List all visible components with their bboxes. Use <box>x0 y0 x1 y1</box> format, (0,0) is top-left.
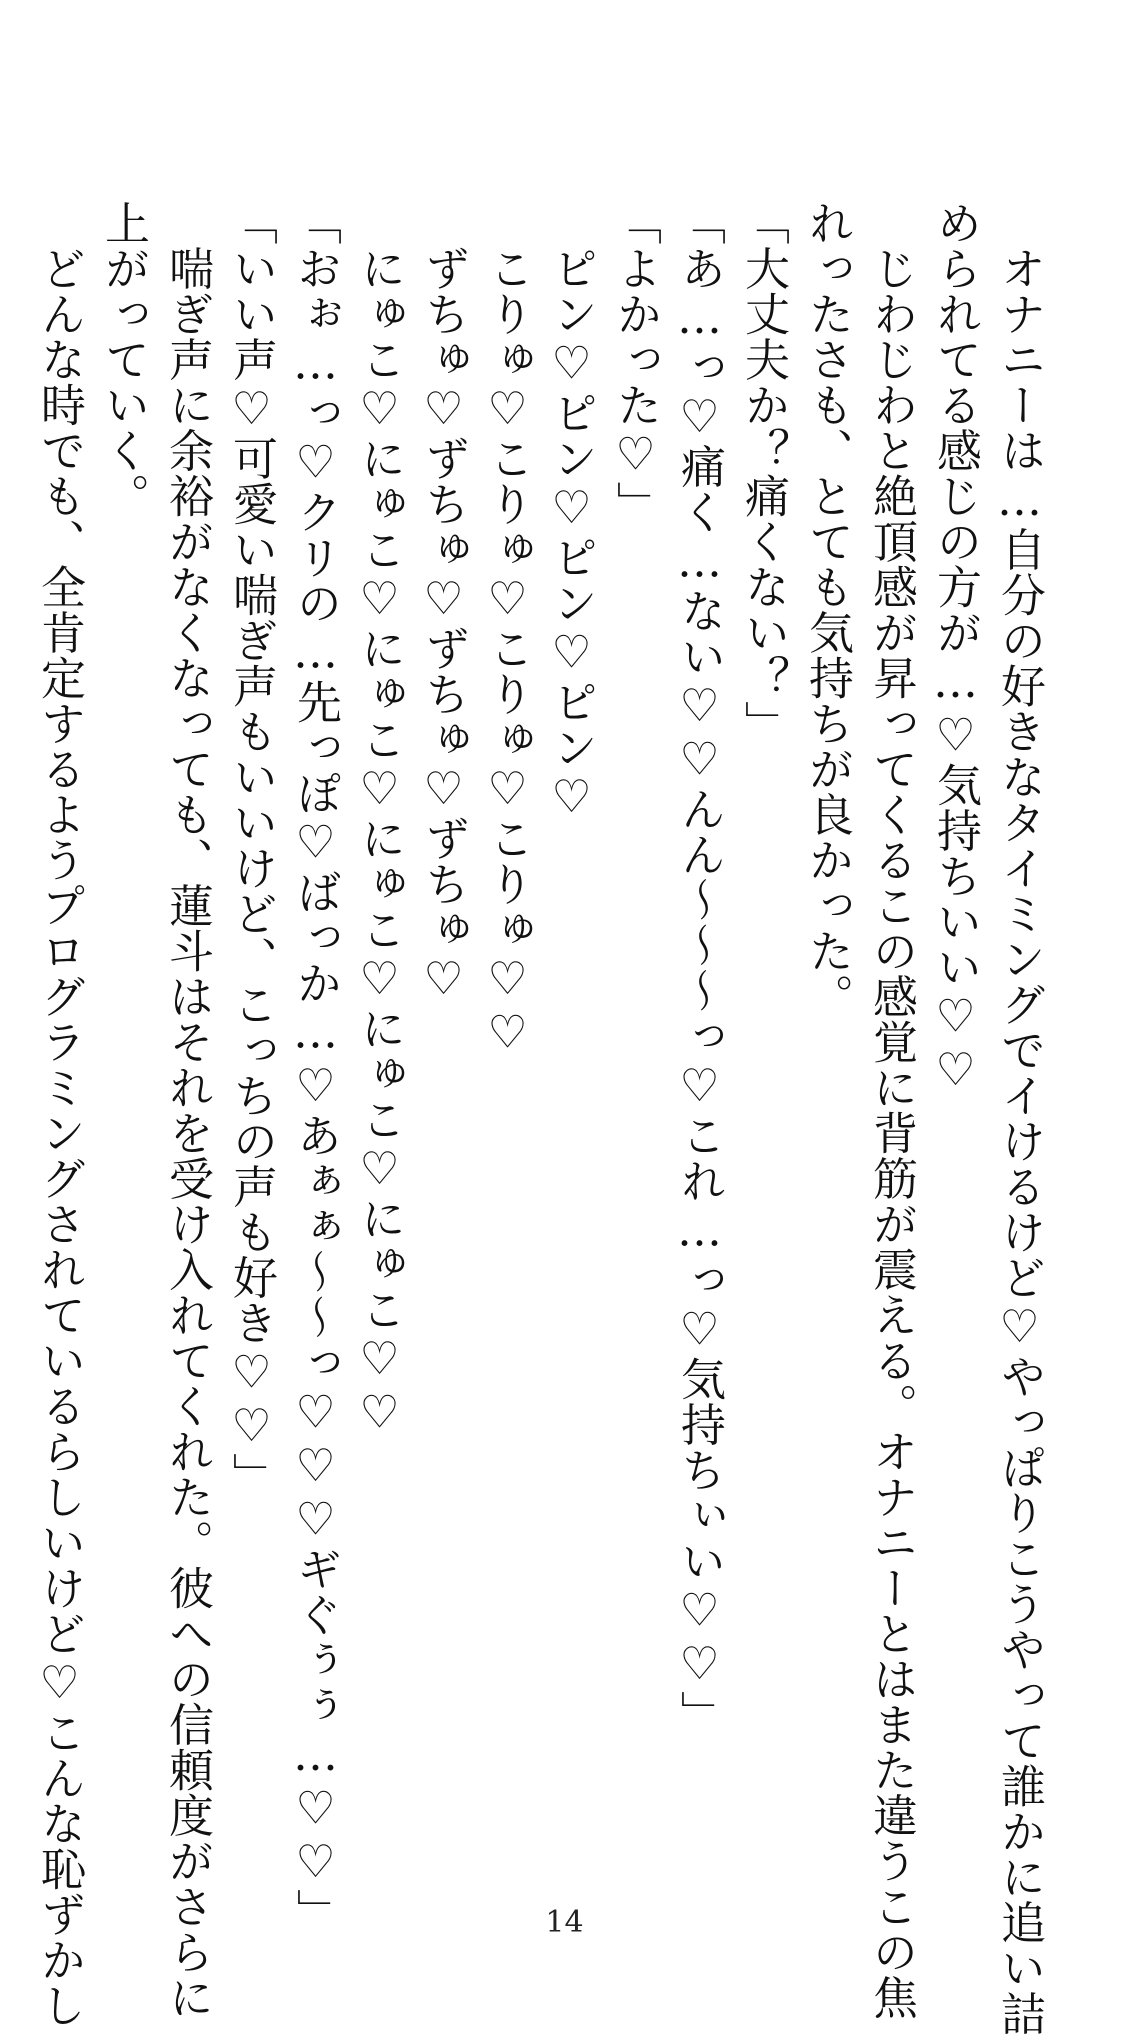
text-line: 「いい声♡可愛い喘ぎ声もいいけど、こっちの声も好き♡♡」 <box>225 200 278 1498</box>
text-line: にゅこ♡にゅこ♡にゅこ♡にゅこ♡にゅこ♡にゅこ♡♡ <box>353 200 406 1439</box>
text-line: じわじわと絶頂感が昇ってくるこの感覚に背筋が震える。オナニーとはまた違うこの焦 <box>865 200 918 2020</box>
text-line: ずちゅ♡ずちゅ♡ずちゅ♡ずちゅ♡ <box>417 200 470 1006</box>
text-line: められてる感じの方が…♡気持ちいい♡♡ <box>929 200 982 1097</box>
page-number: 14 <box>545 1905 584 1940</box>
text-line: こりゅ♡こりゅ♡こりゅ♡こりゅ♡♡ <box>481 200 534 1059</box>
text-line: 「よかった♡」 <box>609 200 662 527</box>
text-line: オナニーは…自分の好きなタイミングでイけるけど♡やっぱりこうやって誰かに追い詰 <box>993 200 1046 2036</box>
text-line: 上がっていく。 <box>97 200 150 519</box>
text-line: 「おぉ…っ♡クリの…先っぽ♡ばっか…♡あぁぁ〜〜っ♡♡♡ギぐぅぅ…♡♡」 <box>289 200 342 1934</box>
text-line: 「大丈夫か？痛くない？」 <box>737 200 790 746</box>
text-line: れったさも、とても気持ちが良かった。 <box>801 200 854 1019</box>
text-line: ピン♡ピン♡ピン♡ピン♡ <box>545 200 598 824</box>
text-line: どんな時でも、全肯定するようプログラミングされているらしいけど♡こんな恥ずかし <box>33 200 86 2028</box>
text-line: 喘ぎ声に余裕がなくなっても、蓮斗はそれを受け入れてくれた。彼への信頼度がさらに <box>161 200 214 2020</box>
text-line: 「あ…っ♡痛く…ない♡♡んん〜〜〜っ♡これ…っ♡気持ちぃい♡♡」 <box>673 200 726 1736</box>
